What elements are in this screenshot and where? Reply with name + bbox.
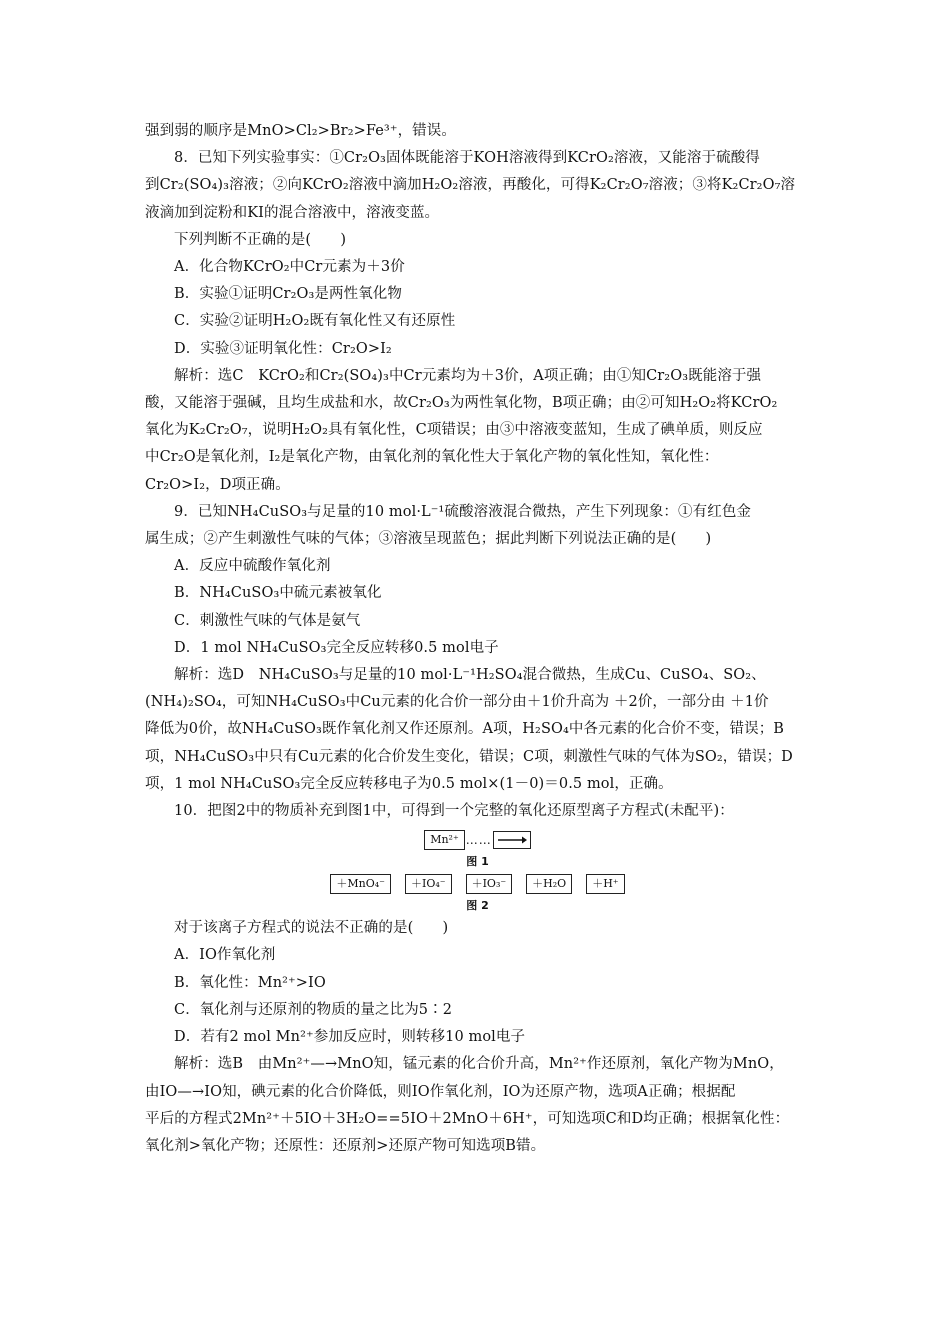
text-line: 由IO—→IO知，碘元素的化合价降低，则IO作氧化剂，IO为还原产物，选项A正确；根据配 <box>145 1083 736 1100</box>
text-line: Cr₂O>I₂，D项正确。 <box>145 476 290 493</box>
option-c: C．实验②证明H₂O₂既有氧化性又有还原性 <box>174 313 456 330</box>
text-line: 平后的方程式2Mn²⁺＋5IO＋3H₂O==5IO＋2MnO＋6H⁺，可知选项C和D均正确；根据氧化性： <box>145 1110 790 1127</box>
option-b: B．实验①证明Cr₂O₃是两性氧化物 <box>174 286 402 303</box>
figure1-dots: …… <box>465 833 492 848</box>
figure2-caption: 图 2 <box>466 899 489 913</box>
option-c: C．刺激性气味的气体是氨气 <box>174 612 361 629</box>
option-a: A．化合物KCrO₂中Cr元素为＋3价 <box>174 259 405 276</box>
question-prompt: 下列判断不正确的是( ) <box>174 231 347 248</box>
text-line: 降低为0价，故NH₄CuSO₃既作氧化剂又作还原剂。A项，H₂SO₄中各元素的化合价不变，错误；B <box>145 721 785 738</box>
text-line: 中Cr₂O是氧化剂，I₂是氧化产物，由氧化剂的氧化性大于氧化产物的氧化性知，氧化性： <box>145 449 719 466</box>
text-line: 液滴加到淀粉和KI的混合溶液中，溶液变蓝。 <box>145 204 440 221</box>
figure1-caption: 图 1 <box>466 855 489 869</box>
document-page <box>145 118 810 1160</box>
option-d: D．实验③证明氧化性：Cr₂O>I₂ <box>174 340 392 357</box>
arrow-icon <box>493 831 531 849</box>
text-line: 项，NH₄CuSO₃中只有Cu元素的化合价发生变化，错误；C项，刺激性气味的气体为SO₂，错误；D <box>145 748 793 765</box>
figure2-item-io4: ＋IO₄⁻ <box>405 874 452 894</box>
analysis-10: 解析：选B 由Mn²⁺—→MnO知，锰元素的化合价升高，Mn²⁺作还原剂，氧化产物为MnO， <box>174 1056 784 1073</box>
text-line: 强到弱的顺序是MnO>Cl₂>Br₂>Fe³⁺，错误。 <box>145 123 456 139</box>
question-9-stem: 9．已知NH₄CuSO₃与足量的10 mol·L⁻¹硫酸溶液混合微热，产生下列现象：①有红色金 <box>174 503 752 520</box>
question-prompt: 对于该离子方程式的说法不正确的是( ) <box>174 920 449 937</box>
analysis-8: 解析：选C KCrO₂和Cr₂(SO₄)₃中Cr元素均为＋3价，A项正确；由①知Cr₂O₃既能溶于强 <box>174 367 762 384</box>
text-line: 酸，又能溶于强碱，且均生成盐和水，故Cr₂O₃为两性氧化物，B项正确；由②可知H₂O₂将KCrO₂ <box>145 395 778 412</box>
option-d: D．1 mol NH₄CuSO₃完全反应转移0.5 mol电子 <box>174 639 499 656</box>
question-10-stem: 10．把图2中的物质补充到图1中，可得到一个完整的氧化还原型离子方程式(未配平)： <box>174 803 734 820</box>
figure2-item-h: ＋H⁺ <box>586 874 624 894</box>
option-b: B．NH₄CuSO₃中硫元素被氧化 <box>174 585 382 602</box>
figure2-item-h2o: ＋H₂O <box>526 874 572 894</box>
figure-1 <box>145 827 810 871</box>
figure2-item-mno4: ＋MnO₄⁻ <box>330 874 391 894</box>
figure2-item-io3: ＋IO₃⁻ <box>466 874 513 894</box>
option-c: C．氧化剂与还原剂的物质的量之比为5∶2 <box>174 1001 453 1018</box>
option-b: B．氧化性：Mn²⁺>IO <box>174 974 326 991</box>
text-line: 项，1 mol NH₄CuSO₃完全反应转移电子为0.5 mol×(1－0)＝0.5 mol，正确。 <box>145 775 673 792</box>
text-line: 氧化为K₂Cr₂O₇，说明H₂O₂具有氧化性，C项错误；由③中溶液变蓝知，生成了碘单质，则反应 <box>145 422 763 439</box>
text-line: 氧化剂>氧化产物；还原性：还原剂>还原产物可知选项B错。 <box>145 1137 546 1154</box>
analysis-9: 解析：选D NH₄CuSO₃与足量的10 mol·L⁻¹H₂SO₄混合微热，生成Cu、CuSO₄、SO₂、 <box>174 667 766 684</box>
text-line: 到Cr₂(SO₄)₃溶液；②向KCrO₂溶液中滴加H₂O₂溶液，再酸化，可得K₂Cr₂O₇溶液；③将K₂Cr₂O₇溶 <box>145 177 796 194</box>
text-line: (NH₄)₂SO₄，可知NH₄CuSO₃中Cu元素的化合价一部分由＋1价升高为 ＋2价，一部分由 ＋1价 <box>145 694 769 711</box>
option-d: D．若有2 mol Mn²⁺参加反应时，则转移10 mol电子 <box>174 1029 526 1046</box>
question-8-stem: 8．已知下列实验事实：①Cr₂O₃固体既能溶于KOH溶液得到KCrO₂溶液，又能溶于硫酸得 <box>174 150 760 167</box>
option-a: A．IO作氧化剂 <box>174 947 276 964</box>
option-a: A．反应中硫酸作氧化剂 <box>174 558 331 575</box>
figure1-mn-box: Mn²⁺ <box>424 830 465 850</box>
text-line: 属生成；②产生刺激性气味的气体；③溶液呈现蓝色；据此判断下列说法正确的是( ) <box>145 531 712 548</box>
figure-2 <box>145 871 810 915</box>
